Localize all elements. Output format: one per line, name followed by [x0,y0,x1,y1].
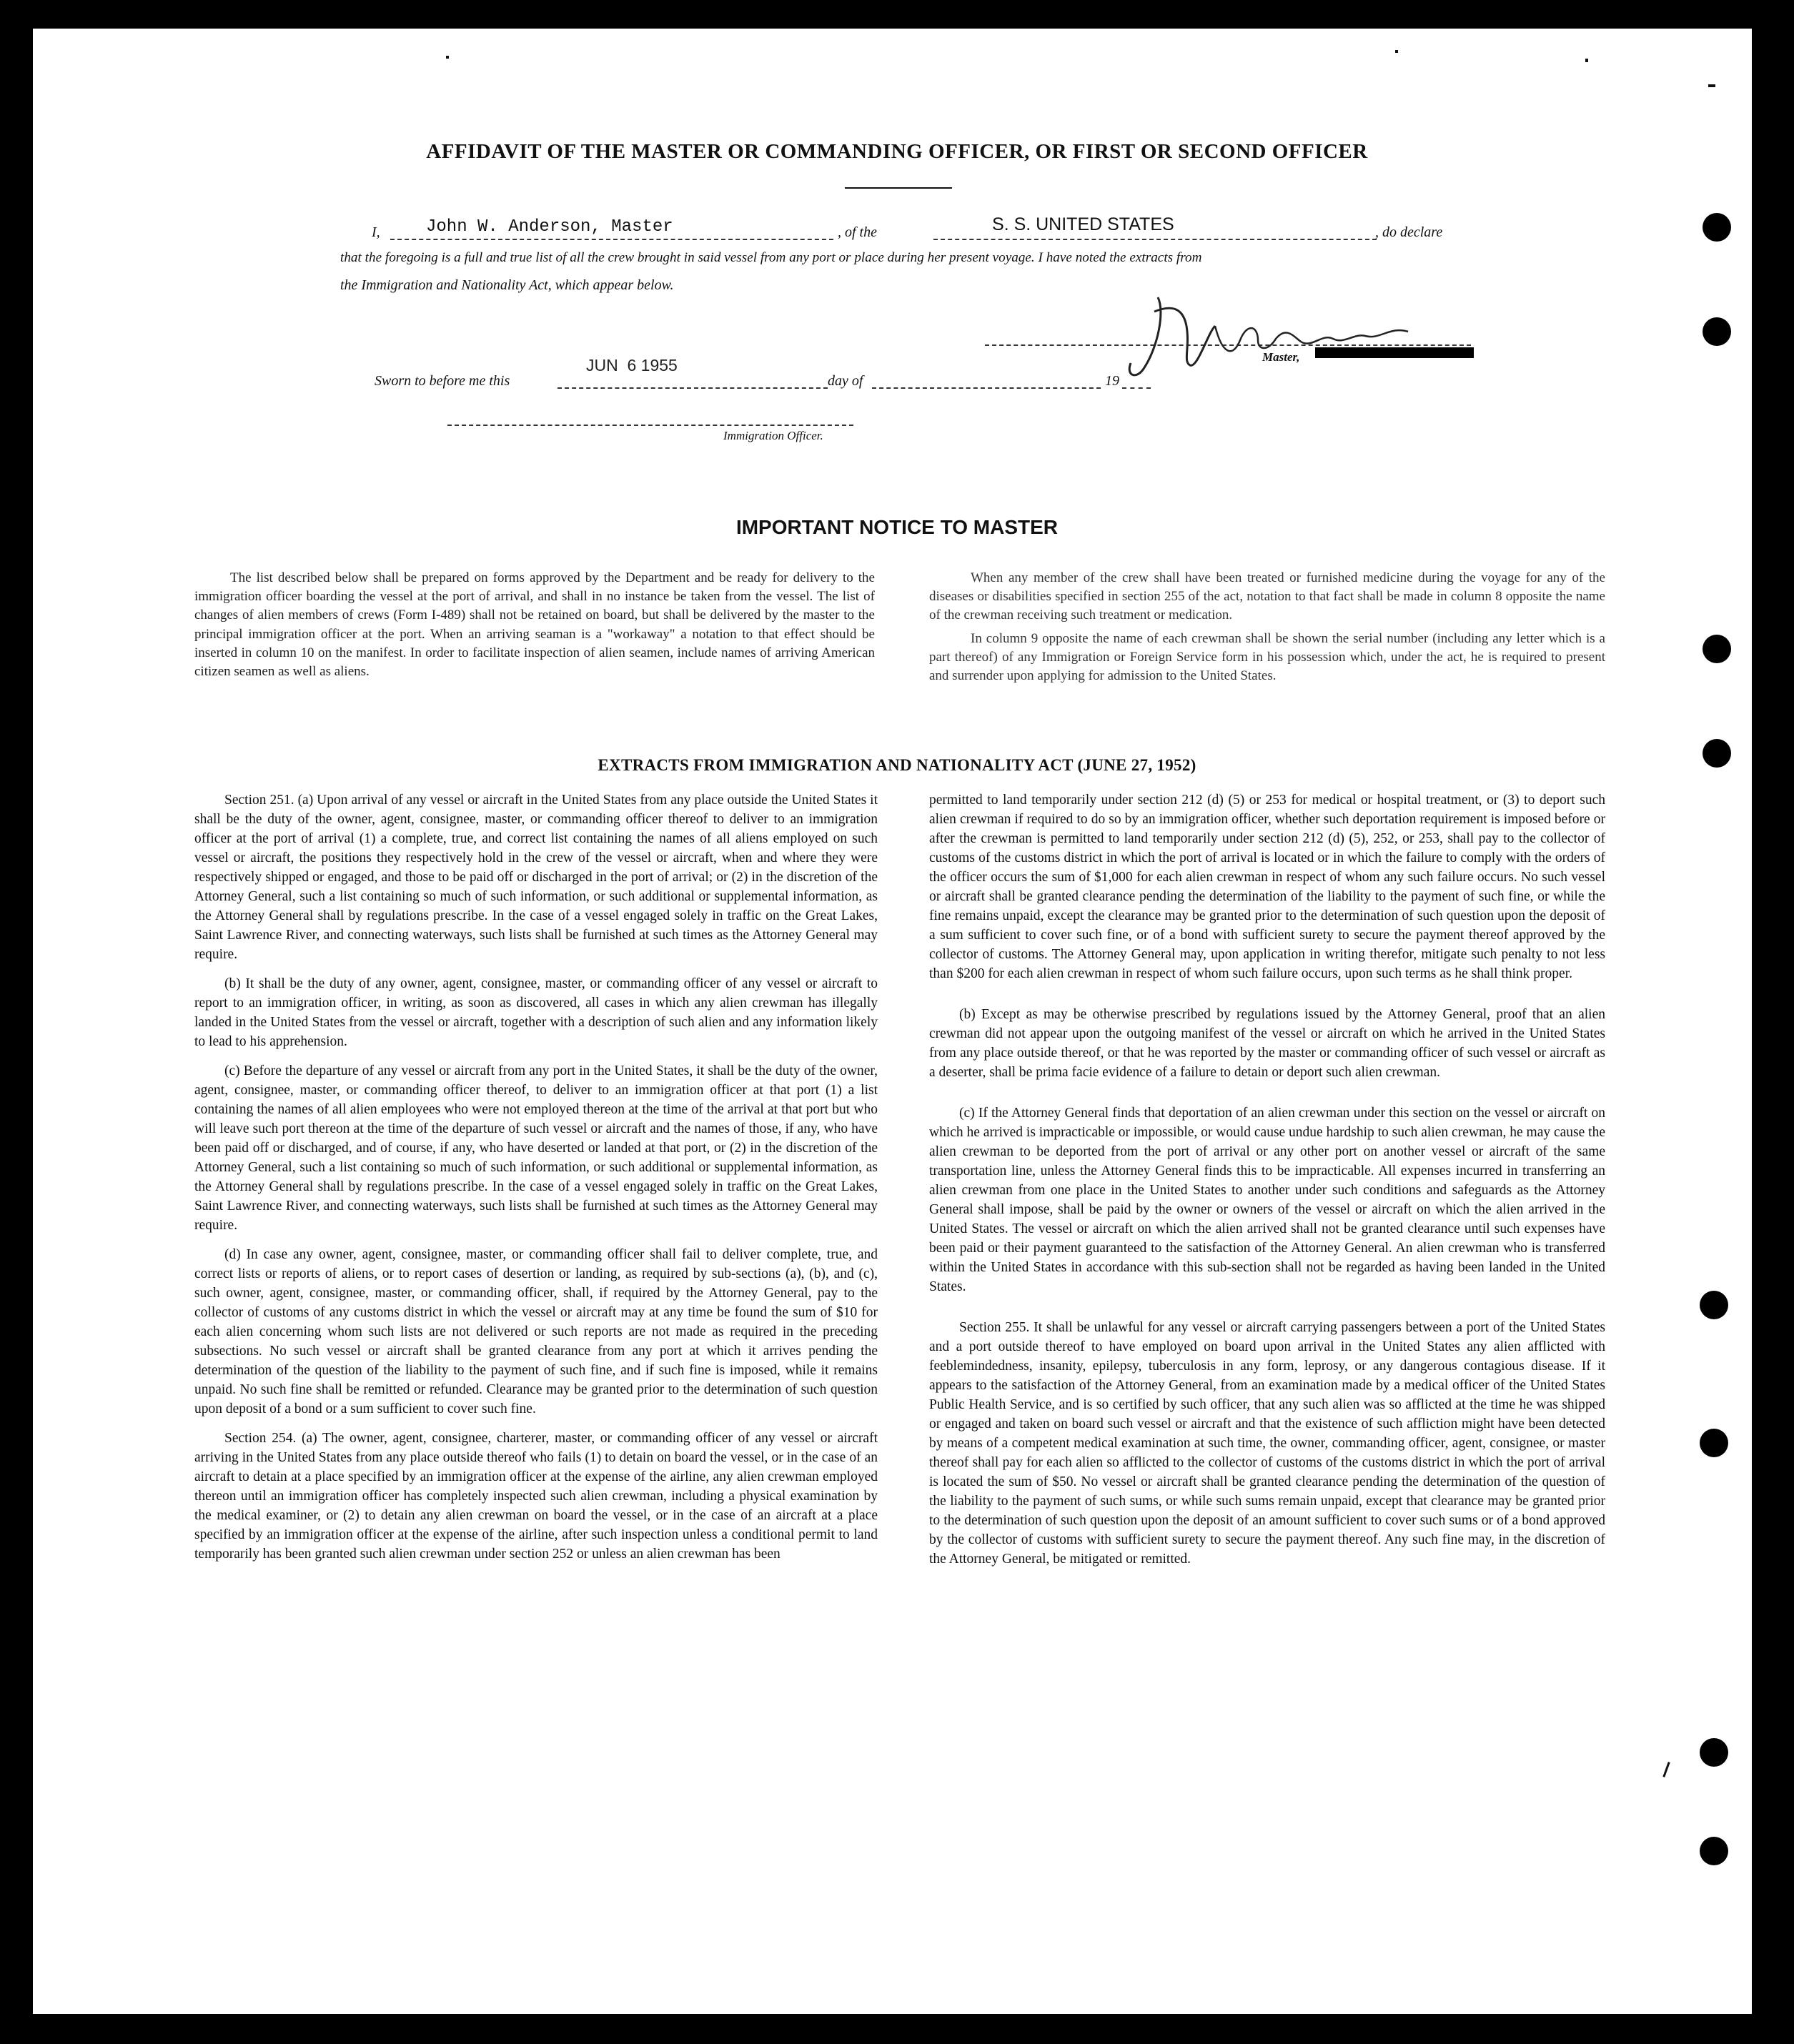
notice-left-column [194,569,875,681]
section-254-a-continued: permitted to land temporarily under section 212 (d) (5) or 253 for medical or hospital treatment, or (3) to deport such alien crewman if required to do so by an immigration officer, whether such deportation requirement is imposed before or after the crewman is permitted to land temporarily under section 212 (d) (5), 252, or 253, shall pay to the collector of customs of the customs district in which the port of arrival is located or in which the failure to comply with the orders of the officer occurs the sum of $1,000 for each alien crewman in respect of whom any such failure occurs. No such vessel or aircraft shall be granted clearance pending the determination of the liability to the payment of such fine, or while the fine remains unpaid, except the clearance may be granted prior to the determination of such question upon the deposit of a sum sufficient to cover such fine, or of a bond with sufficient surety to secure the payment thereof approved by the collector of customs. The Attorney General may, upon application in writing therefor, mitigate such penalty to not less than $200 for each alien crewman in respect of whom such failure occurs, upon such terms as he shall think proper. [929,793,1605,981]
year-label: 19 [1105,373,1119,389]
binder-hole [1700,1837,1728,1865]
binder-hole [1703,213,1731,242]
officer-line [447,425,853,426]
sworn-label: Sworn to before me this [375,373,510,389]
scan-speck [1708,84,1715,87]
vessel-line [933,239,1377,240]
master-signature [1115,283,1422,390]
binder-hole [1703,635,1731,663]
name-line [390,239,833,240]
sworn-day-line [557,387,828,389]
section-254-a: Section 254. (a) The owner, agent, consignee, charterer, master, or commanding officer of any vessel or aircraft arriving in the United States from any place outside thereof who fails (1) to detain on board the vessel, or in the case of an aircraft to detain at a place specified by an immigration officer at the expense of the airline, any alien crewman employed thereon until an immigration officer has completely inspected such alien crewman, including a physical examination by the medical examiner, or (2) to detain any alien crewman on board the vessel, or in the case of an aircraft at a place specified by an immigration officer at the expense of the airline, after such inspection unless a conditional permit to land temporarily has been granted such alien crewman under section 252 or unless an alien crewman has been [194,1431,878,1562]
binder-hole [1700,1291,1728,1319]
vessel-name-field: S. S. UNITED STATES [992,214,1174,234]
binder-hole [1700,1738,1728,1767]
date-stamp: JUN 6 1955 [586,356,678,374]
extracts-left-column [194,790,878,1574]
notice-left-paragraph: The list described below shall be prepared on forms approved by the Department and be ready for delivery to the immigration officer boarding the vessel at the port of arrival, and shall in no instance be taken from the vessel. The list of changes of alien members of crews (Form I-489) shall not be retained on board, but shall be delivered by the master to the principal immigration officer at the port. When an arriving seaman is a "workaway" a notation to that effect should be inserted in column 10 on the manifest. In order to facilitate inspection of alien seamen, include names of arriving American citizen seamen as well as aliens. [194,570,875,680]
i-label: I, [372,224,380,240]
master-label: Master, [1262,350,1300,364]
month-line [872,387,1101,389]
day-of-label: day of [828,373,863,389]
section-251-c: (c) Before the departure of any vessel or aircraft from any port in the United States, it shall be the duty of the owner, agent, consignee, master, or commanding officer thereof, to deliver to an immigration officer at that port (1) a list containing the names of all alien employees who were not employed thereon at the time of the arrival at that port but who will leave such port thereon at the time of the departure of such vessel or aircraft and the names of those, if any, who have been paid off or discharged, and of course, if any, who have deserted or landed at that port, or (2) in the discretion of the Attorney General, such a list containing so much of such information, or such additional or supplemental information, as the Attorney General shall by regulations prescribe. In the case of a vessel engaged solely in traffic on the Great Lakes, Saint Lawrence River, and connecting waterways, such lists shall be furnished at such times as the Attorney General may require. [194,1063,878,1233]
binder-hole [1703,317,1731,346]
declare-label: , do declare [1375,224,1443,240]
notice-title: IMPORTANT NOTICE TO MASTER [735,516,1059,538]
section-254-c: (c) If the Attorney General finds that deportation of an alien crewman under this section on the vessel or aircraft on which he arrived is impracticable or impossible, or would cause undue hardship to such alien crewman, he may cause the alien crewman to be deported from the port of arrival or any other port on another vessel or aircraft of the same transportation line, unless the Attorney General finds this to be impracticable. All expenses incurred in transferring an alien crewman from one place in the United States to another under such conditions and safeguards as the Attorney General shall impose, shall be paid by the owner or owners of the vessel or aircraft on which the alien arrived in the United States. The vessel or aircraft on which the alien arrived shall not be granted clearance until such expenses have been paid or their payment guaranteed to the satisfaction of the Attorney General. An alien crewman who is transferred within the United States in accordance with this sub-section shall not be regarded as having been landed in the United States. [929,1106,1605,1294]
year-line [1122,387,1151,389]
notice-right-paragraph-1: When any member of the crew shall have been treated or furnished medicine during the voyage for any of the diseases or disabilities specified in section 255 of the act, notation to that fact shall be made in column 8 opposite the name of the crewman receiving such treatment or medication. [929,570,1605,623]
section-251-a: Section 251. (a) Upon arrival of any vessel or aircraft in the United States from any place outside the United States it shall be the duty of the owner, agent, consignee, master, or commanding officer thereof to deliver to an immigration officer at the port of arrival (1) a complete, true, and correct list containing the names of all aliens employed on such vessel or aircraft, the positions they respectively hold in the crew of the vessel or aircraft, when and where they were respectively shipped or engaged, and those to be paid off or discharged in the port of arrival; or (2) in the discretion of the Attorney General, such a list containing so much of such information, or such additional or supplemental information, as the Attorney General shall by regulations prescribe. In the case of a vessel engaged solely in traffic on the Great Lakes, Saint Lawrence River, and connecting waterways, such lists shall be furnished at such times as the Attorney General may require. [194,793,878,962]
binder-hole [1700,1429,1728,1457]
section-251-d: (d) In case any owner, agent, consignee, master, or commanding officer shall fail to deliver complete, true, and correct lists or reports of aliens, or to report cases of desertion or landing, as required by sub-sections (a), (b), and (c), such owner, agent, consignee, master, or commanding officer, shall, if required by the Attorney General, pay to the collector of customs of any customs district in which the vessel or aircraft may at any time be found the sum of $10 for each alien concerning whom such lists are not delivered or such reports are not made as required in the preceding subsections. No such vessel or aircraft shall be granted clearance from any port at which it arrives pending the determination of the question of the liability to the payment of such fine, and if such fine is imposed, while it remains unpaid. No such fine shall be remitted or refunded. Clearance may be granted prior to the determination of such question upon deposit of a bond or a sum sufficient to cover such fine. [194,1247,878,1417]
affidavit-statement-line-1: that the foregoing is a full and true list of all the crew brought in said vessel from any port or place during her present voyage. I have noted the extracts from [340,250,1202,265]
extracts-right-column [929,790,1605,1579]
section-254-b: (b) Except as may be otherwise prescribed by regulations issued by the Attorney General, proof that an alien crewman did not appear upon the outgoing manifest of the vessel or aircraft on which he arrived in the United States from any place outside thereof, or that he was reported by the master or commanding officer of such vessel or aircraft as a deserter, shall be prima facie evidence of a failure to detain or deport such alien crewman. [929,1007,1605,1080]
redaction-bar [1315,347,1474,358]
scan-speck [1585,59,1588,62]
notice-right-column [929,569,1605,685]
scan-speck [1395,50,1398,53]
notice-right-paragraph-2: In column 9 opposite the name of each crewman shall be shown the serial number (including any letter which is a part thereof) of any Immigration or Foreign Service form in his possession which, under the act, he is required to present and surrender upon applying for admission to the United States. [929,630,1605,684]
section-251-b: (b) It shall be the duty of any owner, agent, consignee, master, or commanding officer of any vessel or aircraft to report to an immigration officer, in writing, as soon as discovered, all cases in which any alien crewman has illegally landed in the United States from the vessel or aircraft, together with a description of such alien and any information likely to lead to his apprehension. [194,976,878,1049]
master-name-field: John W. Anderson, Master [426,217,673,237]
section-255: Section 255. It shall be unlawful for any vessel or aircraft carrying passengers between a port of the United States and a port outside thereof to have employed on board upon arrival in the United States any alien afflicted with feeblemindedness, insanity, epilepsy, tuberculosis in any form, leprosy, or any dangerous contagious disease. If it appears to the satisfaction of the Attorney General, from an examination made by a medical officer of the United States Public Health Service, and is so certified by such officer, that any such alien was so afflicted at the time he was shipped or engaged and taken on board such vessel or aircraft and that the existence of such affliction might have been detected by means of a competent medical examination at such time, the owner, commanding officer, agent, consignee, or master thereof shall pay for each alien so afflicted to the collector of customs of the customs district in which the port of arrival is located the sum of $50. No vessel or aircraft shall be granted clearance pending the determination of the question of the liability to the payment of such sums, or while such sums remain unpaid, except that clearance may be granted prior to the determination of such question upon the deposit of an amount sufficient to cover such sums or of a bond approved by the collector of customs with sufficient surety to secure the payment thereof. Any such fine may, in the discretion of the Attorney General, be mitigated or remitted. [929,1320,1605,1567]
scan-speck [446,56,449,59]
affidavit-statement-line-2: the Immigration and Nationality Act, which appear below. [340,277,674,293]
of-the-label: , of the [838,224,877,240]
title-rule [845,187,952,189]
extracts-title: EXTRACTS FROM IMMIGRATION AND NATIONALITY ACT (JUNE 27, 1952) [598,756,1196,774]
affidavit-title: AFFIDAVIT OF THE MASTER OR COMMANDING OFFICER, OR FIRST OR SECOND OFFICER [426,140,1368,163]
officer-label: Immigration Officer. [723,429,823,442]
